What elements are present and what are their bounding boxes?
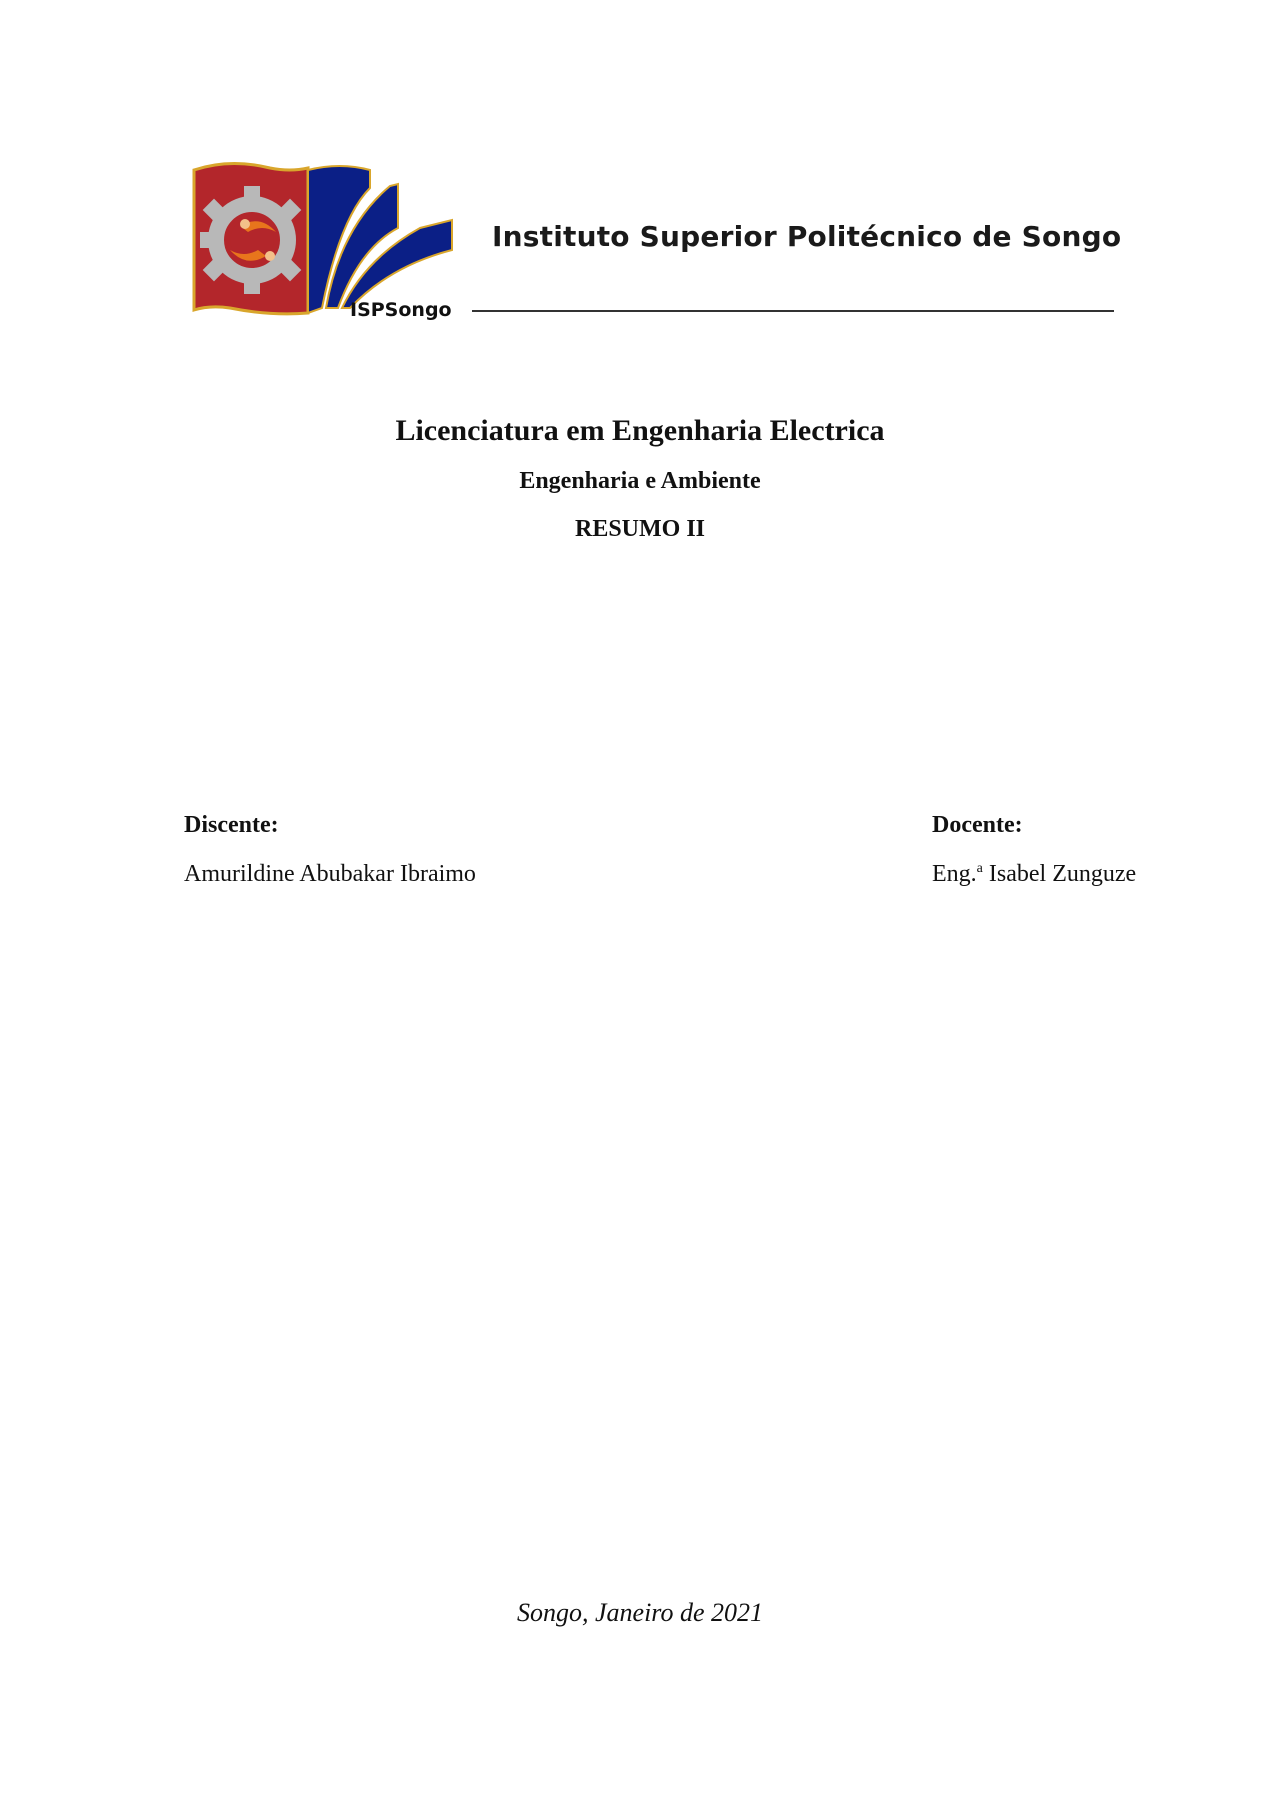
document-header (190, 158, 1122, 321)
teacher-block (932, 812, 1136, 888)
ispsongo-logo (190, 158, 458, 323)
student-block (184, 812, 476, 888)
place-date: Songo, Janeiro de 2021 (517, 1598, 763, 1627)
teacher-name-line (932, 861, 1136, 888)
teacher-title: Eng. (932, 861, 977, 887)
logo-text: ISPSongo (350, 299, 452, 321)
teacher-title-superscript: a (976, 861, 983, 876)
institution-name: Instituto Superior Politécnico de Songo (492, 220, 1122, 253)
subject-title: Engenharia e Ambiente (519, 468, 761, 494)
course-title: Licenciatura em Engenharia Electrica (395, 414, 885, 447)
document-type: RESUMO II (574, 516, 706, 542)
student-name: Amurildine Abubakar Ibraimo (184, 861, 476, 887)
header-rule (472, 310, 1114, 312)
teacher-label: Docente: (932, 812, 1023, 838)
logo-graphic (190, 158, 458, 323)
teacher-name: Isabel Zunguze (988, 861, 1137, 887)
student-label: Discente: (184, 812, 279, 838)
